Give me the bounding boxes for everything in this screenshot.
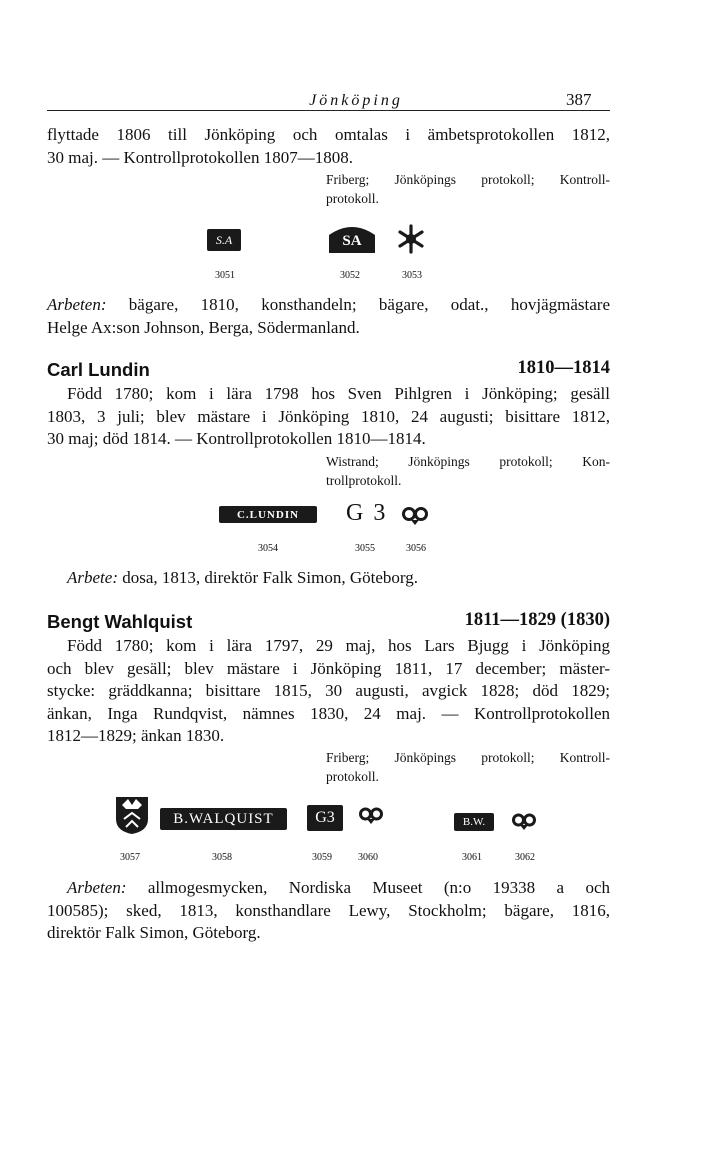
- mark-number: 3054: [258, 543, 278, 554]
- mark-number: 3059: [312, 852, 332, 863]
- crown-hallmark-icon: [512, 812, 536, 832]
- source-line: protokoll.: [326, 191, 379, 206]
- text-line: stycke: gräddkanna; bisittare 1815, 30 augusti, avgick 1828; död 1829;: [47, 681, 610, 700]
- source-line: Wistrand; Jönköpings protokoll; Kon-: [326, 454, 610, 469]
- hallmark-3055: G 3: [346, 500, 388, 526]
- source-line: Friberg; Jönköpings protokoll; Kontroll-: [326, 172, 610, 187]
- running-head: Jönköping: [309, 92, 403, 109]
- entry-years: 1811—1829 (1830): [464, 610, 610, 630]
- text-line: Född 1780; kom i lära 1798 hos Sven Pihlgren i Jönköping; gesäll: [67, 384, 610, 403]
- mark-number: 3052: [340, 270, 360, 281]
- hallmark-3059: G3: [307, 805, 343, 831]
- entry-name: Bengt Wahlquist: [47, 611, 193, 632]
- text-line: flyttade 1806 till Jönköping och omtalas i ämbetsprotokollen 1812,: [47, 125, 610, 144]
- biography-paragraph: [47, 635, 610, 748]
- intro-paragraph: [47, 124, 610, 169]
- text-line: 1812—1829; änkan 1830.: [47, 726, 225, 745]
- text-line: Helge Ax:son Johnson, Berga, Södermanland.: [47, 317, 360, 337]
- text-line: [47, 567, 610, 590]
- mark-number: 3051: [215, 270, 235, 281]
- header-rule: [47, 110, 610, 111]
- page-number: 387: [566, 90, 592, 109]
- mark-number: 3060: [358, 852, 378, 863]
- text-line: 30 maj; död 1814. — Kontrollprotokollen 1810—1814.: [47, 429, 426, 448]
- works-paragraph: [47, 567, 610, 590]
- works-label: Arbeten:: [67, 878, 127, 897]
- text-line: änkan, Inga Rundqvist, nämnes 1830, 24 maj. — Kontrollprotokollen: [47, 703, 610, 723]
- works-text: allmogesmycken, Nordiska Museet (n:o 19338 a och: [126, 878, 610, 897]
- biography-paragraph: [47, 383, 610, 451]
- text-line: och blev gesäll; blev mästare i Jönköping 1811, 17 december; mäster-: [47, 658, 610, 678]
- works-paragraph: [47, 877, 610, 945]
- crown-hallmark-icon: [402, 506, 428, 526]
- town-arms-hallmark-icon: [114, 795, 150, 835]
- source-note: [326, 452, 610, 490]
- hallmark-3061: B.W.: [454, 813, 494, 831]
- source-line: trollprotokoll.: [326, 473, 402, 488]
- star-hallmark-icon: [397, 224, 425, 254]
- mark-number: 3058: [212, 852, 232, 863]
- hallmark-3058: B.WALQUIST: [160, 808, 287, 830]
- hallmark-3052-text: SA: [342, 233, 362, 249]
- works-paragraph: [47, 294, 610, 339]
- source-note: [326, 170, 610, 208]
- mark-number: 3061: [462, 852, 482, 863]
- text-line: [47, 877, 610, 900]
- mark-number: 3053: [402, 270, 422, 281]
- source-note: [326, 748, 610, 786]
- works-label: Arbete:: [67, 568, 118, 587]
- text-line: [47, 294, 610, 317]
- text-line: direktör Falk Simon, Göteborg.: [47, 923, 261, 942]
- entry-years: 1810—1814: [517, 358, 610, 378]
- hallmark-3054: C.LUNDIN: [219, 506, 317, 523]
- works-text: bägare, 1810, konsthandeln; bägare, odat., hovjägmästare: [106, 295, 610, 314]
- mark-number: 3055: [355, 543, 375, 554]
- crown-hallmark-icon: [359, 806, 383, 826]
- text-line: 30 maj. — Kontrollprotokollen 1807—1808.: [47, 147, 353, 167]
- text-line: Född 1780; kom i lära 1797, 29 maj, hos Lars Bjugg i Jönköping: [67, 636, 610, 655]
- works-text: dosa, 1813, direktör Falk Simon, Göteborg.: [117, 568, 418, 587]
- mark-number: 3062: [515, 852, 535, 863]
- mark-number: 3056: [406, 543, 426, 554]
- hallmark-3051: S.A: [207, 229, 241, 251]
- entry-name: Carl Lundin: [47, 359, 150, 380]
- source-line: protokoll.: [326, 769, 379, 784]
- works-label: Arbeten:: [47, 295, 107, 314]
- source-line: Friberg; Jönköpings protokoll; Kontroll-: [326, 750, 610, 765]
- hallmark-3052: [327, 221, 377, 255]
- mark-number: 3057: [120, 852, 140, 863]
- text-line: 1803, 3 juli; blev mästare i Jönköping 1810, 24 augusti; bisittare 1812,: [47, 406, 610, 426]
- text-line: 100585); sked, 1813, konsthandlare Lewy, Stockholm; bägare, 1816,: [47, 900, 610, 920]
